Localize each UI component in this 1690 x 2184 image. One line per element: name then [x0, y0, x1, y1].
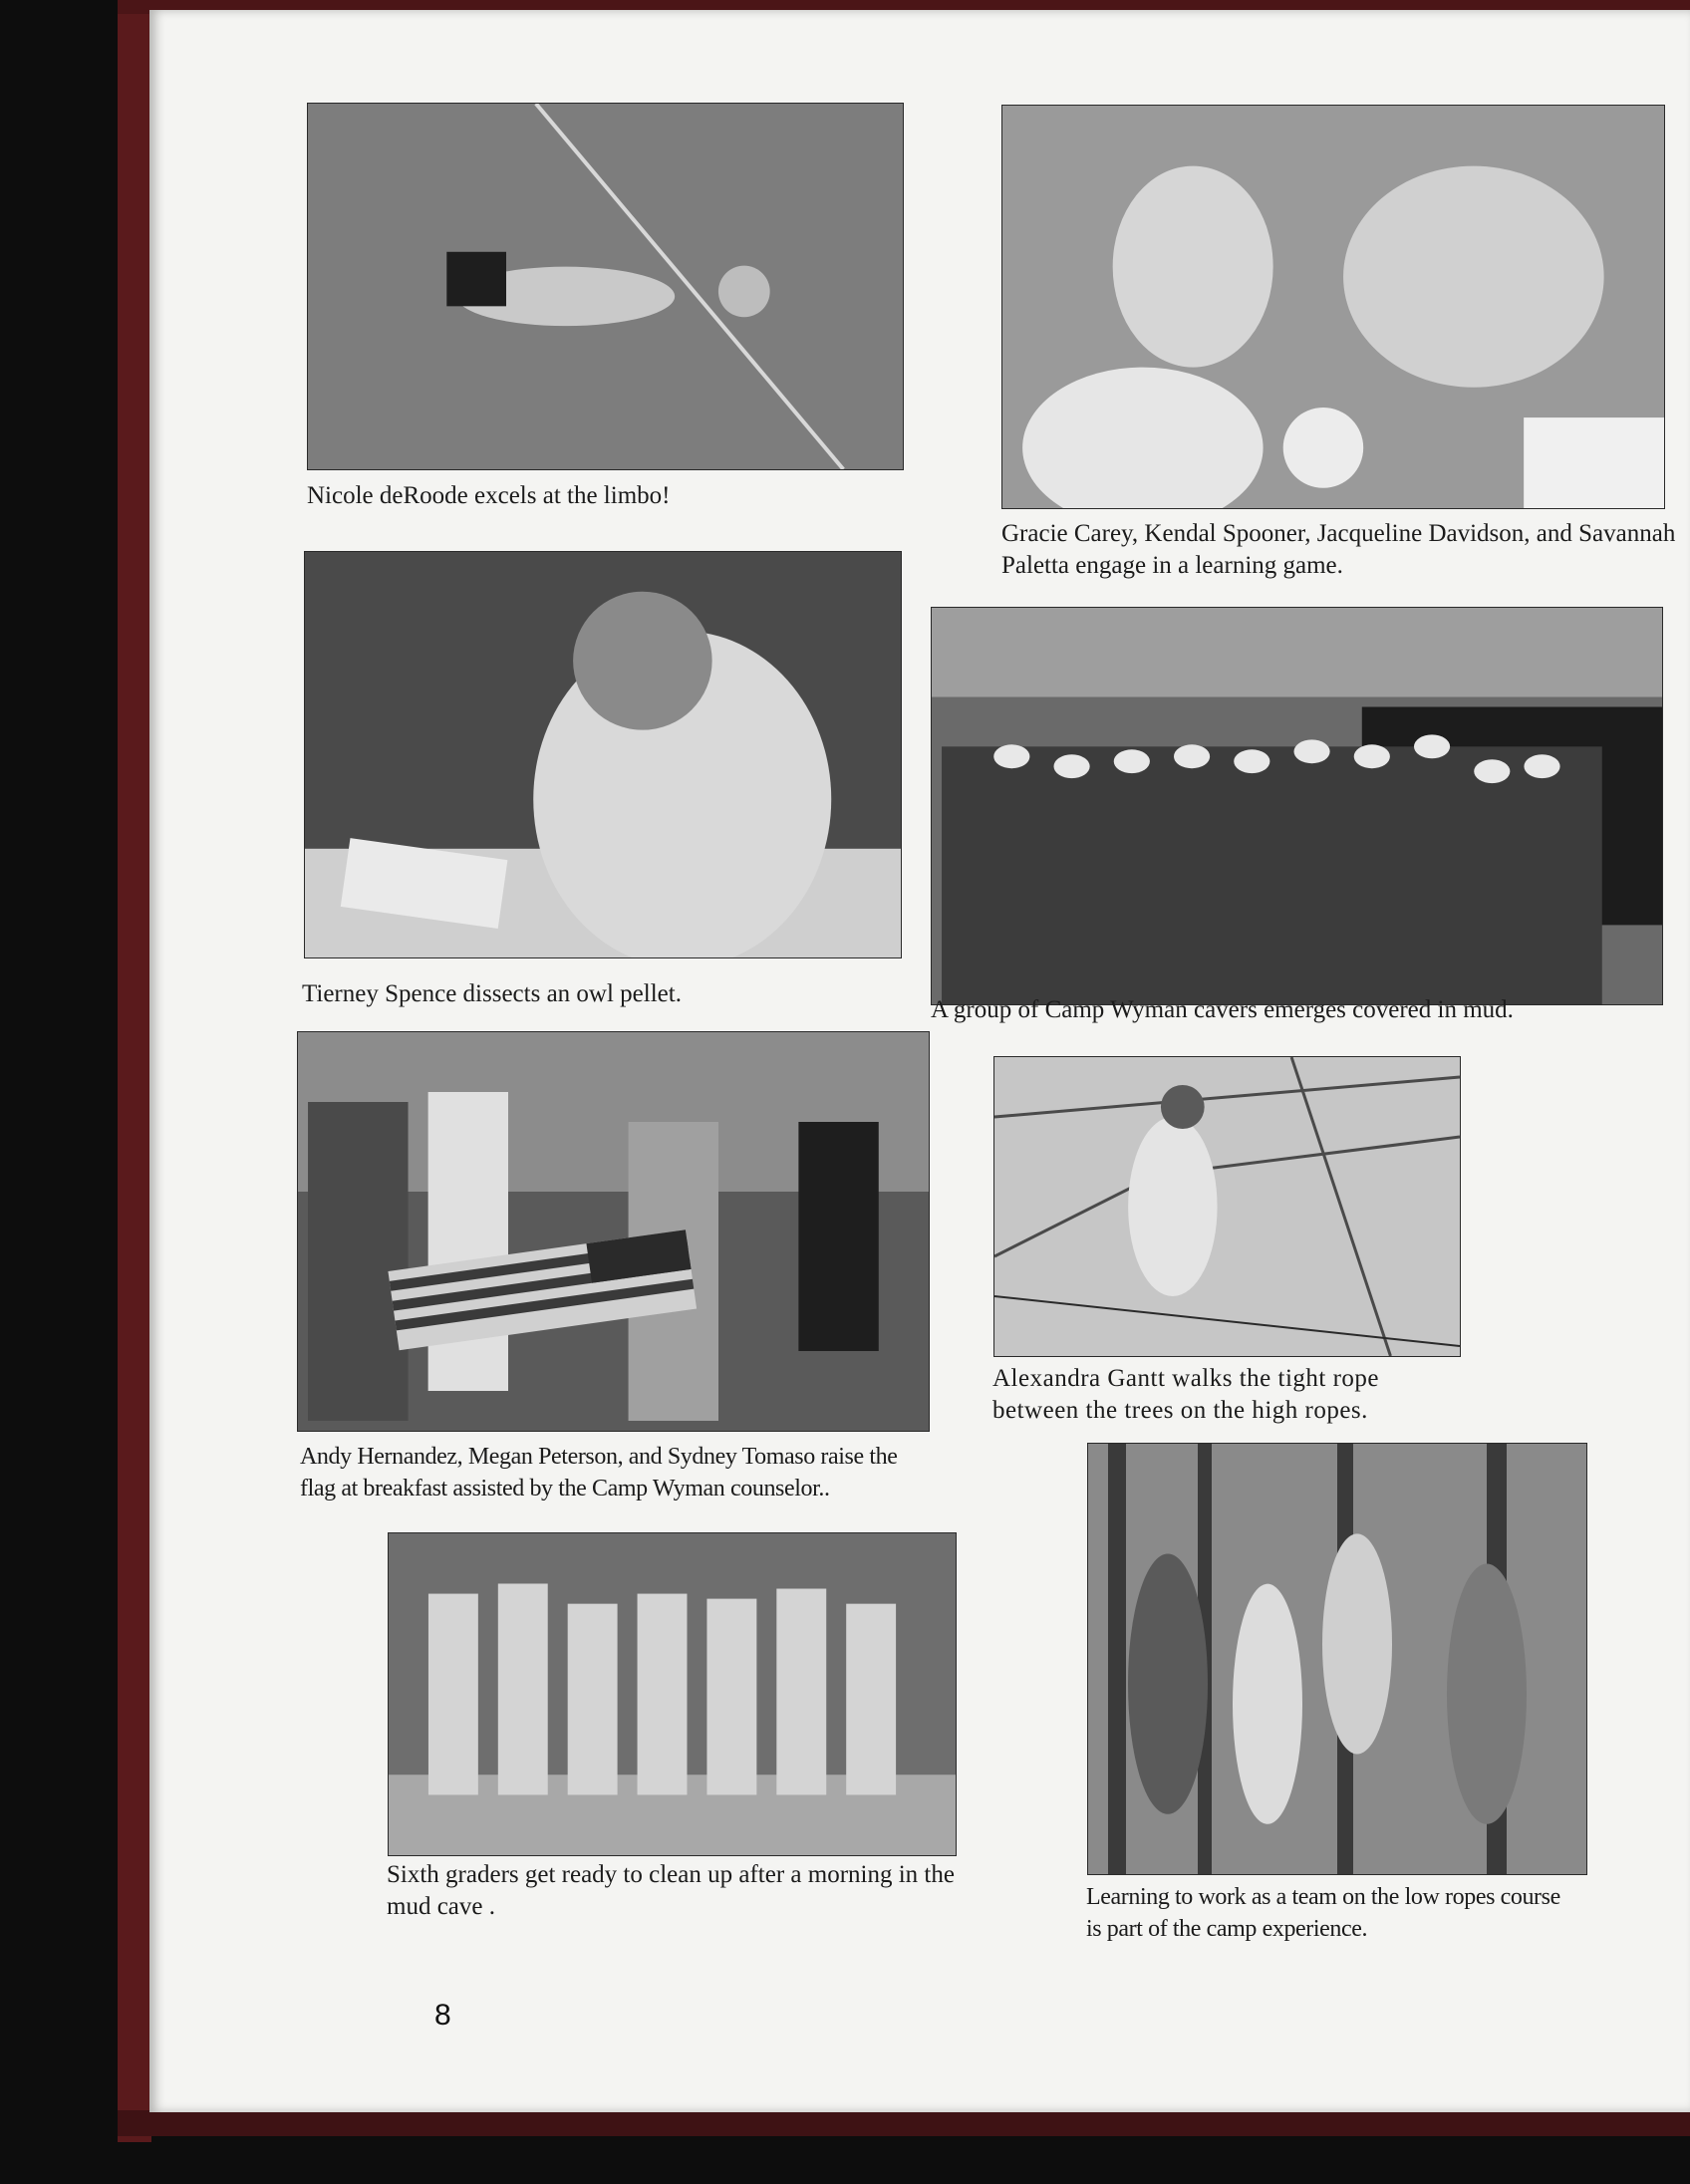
caption-limbo: Nicole deRoode excels at the limbo!: [307, 482, 671, 509]
yearbook-page: [149, 10, 1690, 2112]
caption-learning-game: Gracie Carey, Kendal Spooner, Jacqueline Davidson, and Savannah Paletta engage in a learning game.: [1001, 520, 1676, 579]
photo-learning-game: [1001, 105, 1665, 509]
photo-flag: [297, 1031, 930, 1432]
photo-owl-pellet: [304, 551, 902, 958]
caption-mud-cave: Sixth graders get ready to clean up after a morning in the mud cave .: [387, 1861, 955, 1920]
photo-mud-cave: [388, 1532, 957, 1856]
caption-owl-pellet: Tierney Spence dissects an owl pellet.: [302, 980, 682, 1007]
caption-low-ropes: Learning to work as a team on the low ropes course is part of the camp experience.: [1086, 1884, 1560, 1942]
photo-cavers: [931, 607, 1663, 1005]
caption-cavers: A group of Camp Wyman cavers emerges covered in mud.: [931, 996, 1514, 1023]
photo-tight-rope: [993, 1056, 1461, 1357]
book-cover-bottom-edge: [118, 2110, 1690, 2136]
caption-tight-rope: Alexandra Gantt walks the tight rope between the trees on the high ropes.: [992, 1365, 1380, 1424]
page-number: 8: [434, 1999, 451, 2032]
photo-limbo: [307, 103, 904, 470]
book-binding-edge: [118, 0, 151, 2142]
photo-low-ropes: [1087, 1443, 1587, 1875]
caption-flag: Andy Hernandez, Megan Peterson, and Sydney Tomaso raise the flag at breakfast assisted by the Camp Wyman counselor..: [300, 1444, 898, 1502]
